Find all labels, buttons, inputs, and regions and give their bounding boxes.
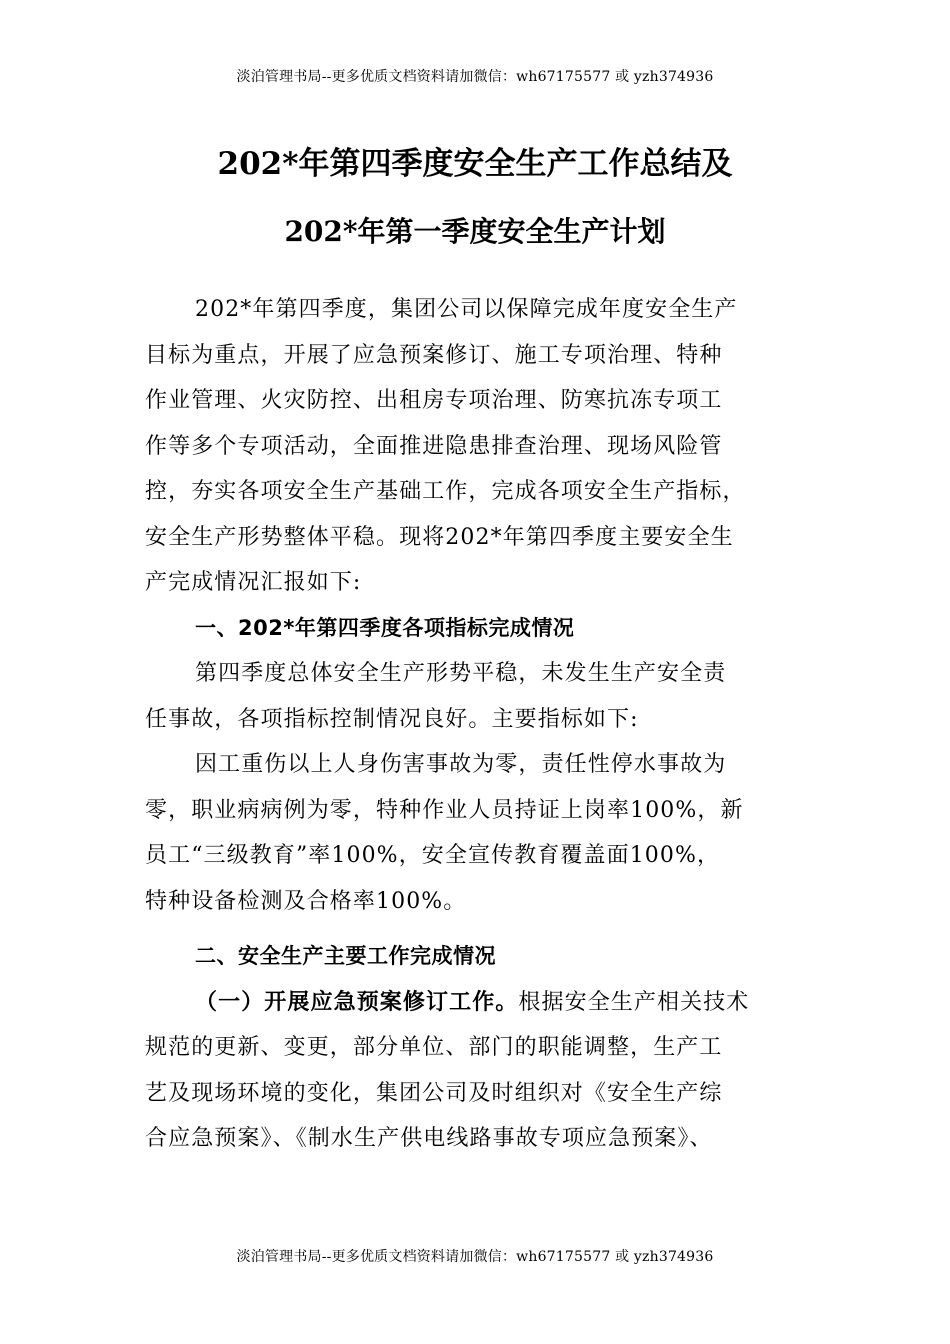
intro-line: 控，夯实各项安全生产基础工作，完成各项安全生产指标， xyxy=(145,479,746,504)
intro-line: 安全生产形势整体平稳。现将202*年第四季度主要安全生 xyxy=(145,524,734,550)
header-note: 淡泊管理书局--更多优质文档资料请加微信：wh67175577 或 yzh374936 xyxy=(236,69,714,85)
section1-para2-line: 因工重伤以上人身伤害事故为零，责任性停水事故为 xyxy=(195,752,727,777)
section1-para2-line: 零，职业病病例为零，特种作业人员持证上岗率100%，新 xyxy=(145,797,744,823)
section2-item1-line: 艺及现场环境的变化，集团公司及时组织对《安全生产综 xyxy=(145,1080,723,1106)
section1-para1-line: 任事故，各项指标控制情况良好。主要指标如下: xyxy=(145,706,639,732)
intro-line: 目标为重点，开展了应急预案修订、施工专项治理、特种 xyxy=(145,342,723,368)
section2-item1-lead: （一）开展应急预案修订工作。 xyxy=(195,989,519,1015)
section1-heading: 一、202*年第四季度各项指标完成情况 xyxy=(195,615,575,640)
section2-item1-line: 合应急预案》、《制水生产供电线路事故专项应急预案》、 xyxy=(145,1126,713,1151)
intro-line: 作等多个专项活动，全面推进隐患排查治理、现场风险管 xyxy=(145,433,723,459)
section1-para2-line: 特种设备检测及合格率100%。 xyxy=(145,888,467,914)
section1-para1-line: 第四季度总体安全生产形势平稳，未发生生产安全责 xyxy=(195,661,727,686)
section1-para2-line: 员工“三级教育”率100%，安全宣传教育覆盖面100%， xyxy=(145,843,721,868)
section2-item1-first-rest: 根据安全生产相关技术 xyxy=(518,989,750,1015)
section2-item1-line: 规范的更新、变更，部分单位、部门的职能调整，生产工 xyxy=(145,1035,723,1060)
intro-line: 作业管理、火灾防控、出租房专项治理、防寒抗冻专项工 xyxy=(145,388,723,413)
footer-note: 淡泊管理书局--更多优质文档资料请加微信：wh67175577 或 yzh374936 xyxy=(236,1249,714,1265)
document-title-line2: 202*年第一季度安全生产计划 xyxy=(284,215,666,248)
section2-heading: 二、安全生产主要工作完成情况 xyxy=(195,944,496,968)
document-title-line1: 202*年第四季度安全生产工作总结及 xyxy=(217,146,733,182)
section2-item1-first-line xyxy=(145,980,810,1026)
document-body xyxy=(145,287,810,1162)
intro-line: 产完成情况汇报如下: xyxy=(145,570,362,595)
intro-line: 202*年第四季度，集团公司以保障完成年度安全生产 xyxy=(195,297,738,322)
